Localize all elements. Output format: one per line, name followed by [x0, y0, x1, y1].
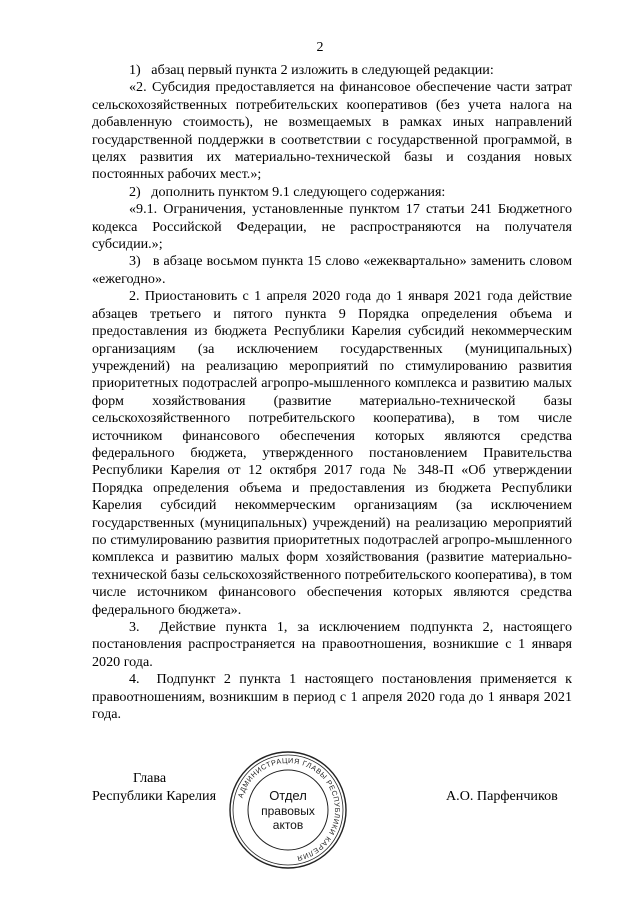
- stamp-ring-text: АДМИНИСТРАЦИЯ ГЛАВЫ РЕСПУБЛИКИ КАРЕЛИЯ: [235, 755, 343, 864]
- signatory-name: А.О. Парфенчиков: [446, 788, 558, 804]
- signatory-title: Глава: [133, 770, 167, 786]
- stamp-center-line: правовых: [261, 804, 315, 818]
- signature-block: [0, 755, 640, 890]
- paragraph: 2) дополнить пунктом 9.1 следующего содержания:: [129, 183, 446, 200]
- official-stamp: [226, 748, 350, 872]
- paragraph: 3. Действие пункта 1, за исключением подпункта 2, настоящего постановления распространяется на правоотношения, возникшие с 1 января 2020 года.: [92, 619, 572, 670]
- paragraph: «2. Субсидия предоставляется на финансовое обеспечение части затрат сельскохозяйственных потребительских кооперативов (без учета налога на добавленную стоимость), не возмещаемых в рамках иных направлений государственной поддержки в соответствии с государственной программой, в целях развития их материально-технической базы и создания новых постоянных рабочих мест.»;: [92, 79, 572, 183]
- paragraph: «9.1. Ограничения, установленные пунктом 17 статьи 241 Бюджетного кодекса Российской Федерации, не распространяются на получателя субсидии.»;: [92, 201, 572, 253]
- paragraph: 2. Приостановить с 1 апреля 2020 года до 1 января 2021 года действие абзацев третьего и пятого пункта 9 Порядка определения объема и предоставления из бюджета Республики Карелия субсидий некоммерческим организациям (за исключением государственных (муниципальных) учреждений) на реализацию мероприятий по стимулированию развития приоритетных подотраслей агропро-мышленного комплекса и развитию малых форм хозяйствования (развитие материально-технической базы сельскохозяйственного потребительского кооператива), в том числе источником финансового обеспечения которых являются средства федерального бюджета, утвержденного постановлением Правительства Республики Карелия от 12 октября 2017 года № 348-П «Об утверждении Порядка определения объема и предоставления из бюджета Республики Карелия субсидий некоммерческим организациям (за исключением государственных (муниципальных) учреждений) на реализацию мероприятий по стимулированию развития приоритетных подотраслей агропро-мышленного комплекса и развитию малых форм хозяйствования (развитие материально-технической базы сельскохозяйственного потребительского кооператива), в том числе источником финансового обеспечения которых являются средства федерального бюджета».: [92, 288, 572, 618]
- paragraph: 1) абзац первый пункта 2 изложить в следующей редакции:: [129, 62, 494, 78]
- page-number: 2: [316, 40, 324, 55]
- signatory-title-region: Республики Карелия: [92, 788, 217, 804]
- paragraph: 4. Подпункт 2 пункта 1 настоящего постановления применяется к правоотношениям, возникшим в период с 1 апреля 2020 года до 1 января 2021 года.: [92, 671, 572, 723]
- stamp-center-line: Отдел: [269, 788, 307, 803]
- paragraph: 3) в абзаце восьмом пункта 15 слово «ежеквартально» заменить словом «ежегодно».: [92, 253, 572, 287]
- document-body: [92, 62, 572, 723]
- stamp-center-line: актов: [272, 818, 304, 832]
